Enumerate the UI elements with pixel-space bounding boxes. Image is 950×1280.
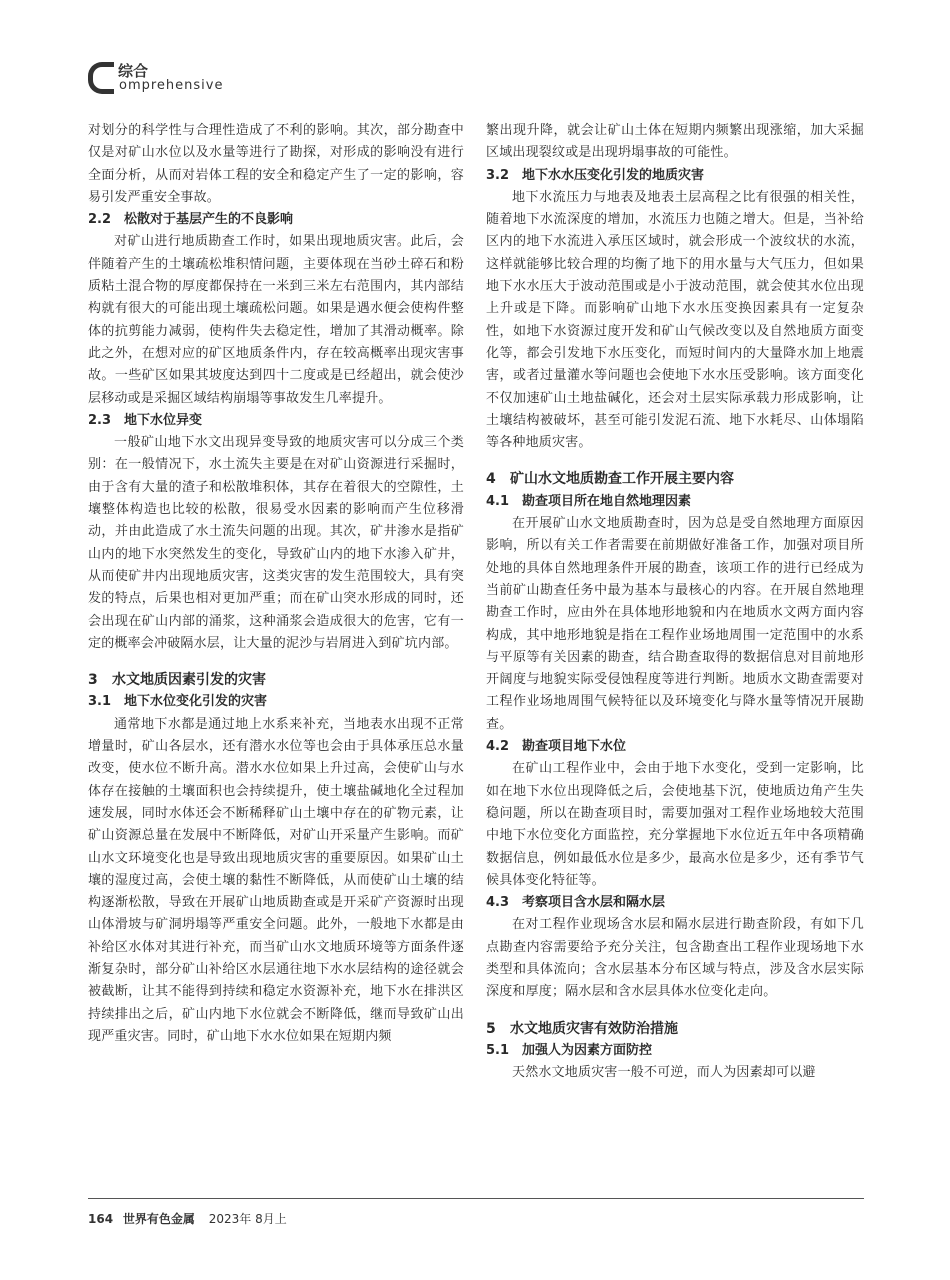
heading-3-2: 3.2 地下水水压变化引发的地质灾害: [486, 167, 705, 183]
header-c-logo: [88, 62, 114, 94]
paragraph: 在对工程作业现场含水层和隔水层进行勘查阶段，有如下几点勘查内容需要给予充分关注，包含勘查出工程作业现场地下水类型和具体流向；含水层基本分布区域与特点，涉及含水层实际深度和厚度；隔水层和含水层具体水位变化走向。: [486, 917, 864, 1000]
heading-5: 5 水文地质灾害有效防治措施: [486, 1020, 678, 1037]
right-column: [486, 120, 864, 1084]
journal-name: 世界有色金属: [122, 1212, 195, 1226]
issue-date: 2023年 8月上: [208, 1212, 287, 1226]
heading-4-3: 4.3 考察项目含水层和隔水层: [486, 895, 666, 911]
heading-3-1: 3.1 地下水位变化引发的灾害: [88, 694, 268, 710]
page-number: 164: [88, 1212, 114, 1226]
heading-3: 3 水文地质因素引发的灾害: [88, 672, 266, 689]
paragraph: 对划分的科学性与合理性造成了不利的影响。其次，部分勘查中仅是对矿山水位以及水量等进行了勘探，对形成的影响没有进行全面分析，从而对岩体工程的安全和稳定产生了一定的影响，容易引发严重安全事故。: [88, 123, 464, 205]
heading-4-1: 4.1 勘查项目所在地自然地理因素: [486, 493, 692, 509]
heading-4: 4 矿山水文地质勘查工作开展主要内容: [486, 471, 734, 488]
left-column: [88, 120, 464, 1048]
paragraph: 在开展矿山水文地质勘查时，因为总是受自然地理方面原因影响，所以有关工作者需要在前期做好准备工作，加强对项目所处地的具体自然地理条件开展的勘查，该项工作的进行已经成为当前矿山勘查任务中最为基本与最核心的内容。在开展自然地理勘查工作时，应由外在具体地形地貌和内在地质水文两方面内容构成，其中地形地貌是指在工程作业场地周围一定范围中的水系与平原等有关因素的勘查，结合勘查取得的数据信息对目前地形开阔度与地貌实际受侵蚀程度等进行判断。地质水文勘查需要对工程作业场地周围气候特征以及环境变化与降水量等情况开展勘查。: [486, 516, 864, 732]
header-cn: 综合: [118, 62, 149, 80]
paragraph: 一般矿山地下水文出现异变导致的地质灾害可以分成三个类别：在一般情况下，水土流失主要是在对矿山资源进行采掘时，由于含有大量的渣子和松散堆积体，其存在着很大的空隙性，土壤整体构造也比较的松散，很易受水因素的影响而产生位移滑动，并由此造成了水土流失问题的出现。其次，矿井渗水是指矿山内的地下水突然发生的变化，导致矿山内的地下水渗入矿井，从而使矿井内出现地质灾害，这类灾害的发生范围较大，具有突发的特点，后果也相对更加严重；而在矿山突水形成的同时，还会出现在矿山内部的涌浆，这种涌浆会造成很大的危害，它有一定的概率会冲破隔水层，让大量的泥沙与岩屑进入到矿坑内部。: [88, 435, 464, 651]
paragraph: 通常地下水都是通过地上水系来补充，当地表水出现不正常增量时，矿山各层水，还有潜水水位等也会由于具体承压总水量改变，使水位不断升高。潜水水位如果上升过高，会使矿山与水体存在接触的土壤面积也会持续提升，使土壤盐碱地化全过程加速发展，同时水体还会不断稀释矿山土壤中存在的矿物元素，让矿山资源总量在发展中不断降低，对矿山开采量产生影响。而矿山水文环境变化也是导致出现地质灾害的重要原因。如果矿山土壤的湿度过高，会使土壤的黏性不断降低，从而使矿山土壤的结构逐渐松散，导致在开展矿山地质勘查或是开采矿产资源时出现山体滑坡与矿洞坍塌等严重安全问题。此外，一般地下水都是由补给区水体对其进行补充，而当矿山水文地质环境等方面条件逐渐复杂时，部分矿山补给区水层通往地下水水层结构的途径就会被截断，让其不能得到持续和稳定水资源补充，地下水在排洪区持续排出之后，矿山内地下水位就会不断降低，继而导致矿山出现严重灾害。同时，矿山地下水水位如果在短期内频: [88, 716, 464, 1044]
heading-2-3: 2.3 地下水位异变: [88, 412, 203, 428]
heading-5-1: 5.1 加强人为因素方面防控: [486, 1042, 653, 1058]
paragraph: 对矿山进行地质勘查工作时，如果出现地质灾害。此后，会伴随着产生的土壤疏松堆积情问题，主要体现在当砂土碎石和粉质粘土混合物的厚度都保持在一米到三米左右范围内，其内部结构就有很大的可能出现土壤疏松问题。如果是遇水便会使构件整体的抗剪能力减弱，使构件失去稳定性，增加了其滑动概率。除此之外，在想对应的矿区地质条件内，存在较高概率出现灾害事故。一些矿区如果其坡度达到四十二度或是已经超出，就会使沙层移动或是采掘区域结构崩塌等事故发生几率提升。: [88, 234, 464, 406]
paragraph: 繁出现升降，就会让矿山土体在短期内频繁出现涨缩，加大采掘区域出现裂纹或是出现坍塌事故的可能性。: [486, 123, 864, 161]
paragraph: 地下水流压力与地表及地表土层高程之比有很强的相关性，随着地下水流深度的增加，水流压力也随之增大。但是，当补给区内的地下水流进入承压区域时，就会形成一个波纹状的水流，这样就能够比较合理的均衡了地下的用水量与大气压力，但如果地下水水压大于波动范围或是小于波动范围，就会使其水位出现上升或是下降。而影响矿山地下水水压变换因素具有一定复杂性，如地下水资源过度开发和矿山气候改变以及自然地质方面变化等，都会引发地下水压变化，而短时间内的大量降水加上地震害，或者过量灌水等问题也会使地下水水压受影响。该方面变化不仅加速矿山土地盐碱化，还会对土层实际承载力形成影响，让土壤结构被破坏，甚至可能引发泥石流、地下水耗尽、山体塌陷等各种地质灾害。: [486, 189, 864, 451]
header-en: omprehensive: [119, 78, 224, 93]
paragraph: 在矿山工程作业中，会由于地下水变化，受到一定影响，比如在地下水位出现降低之后，会使地基下沉，使地质边角产生失稳问题，所以在勘查项目时，需要加强对工程作业场地较大范围中地下水位变化方面监控，充分掌握地下水位近五年中各项精确数据信息，例如最低水位是多少，最高水位是多少，还有季节气候具体变化特征等。: [486, 761, 864, 888]
page-footer: [88, 1210, 287, 1227]
heading-4-2: 4.2 勘查项目地下水位: [486, 739, 627, 755]
paragraph: 天然水文地质灾害一般不可逆，而人为因素却可以避: [512, 1065, 816, 1081]
section-header: [88, 60, 288, 100]
footer-rule: [88, 1198, 864, 1199]
heading-2-2: 2.2 松散对于基层产生的不良影响: [88, 212, 294, 228]
